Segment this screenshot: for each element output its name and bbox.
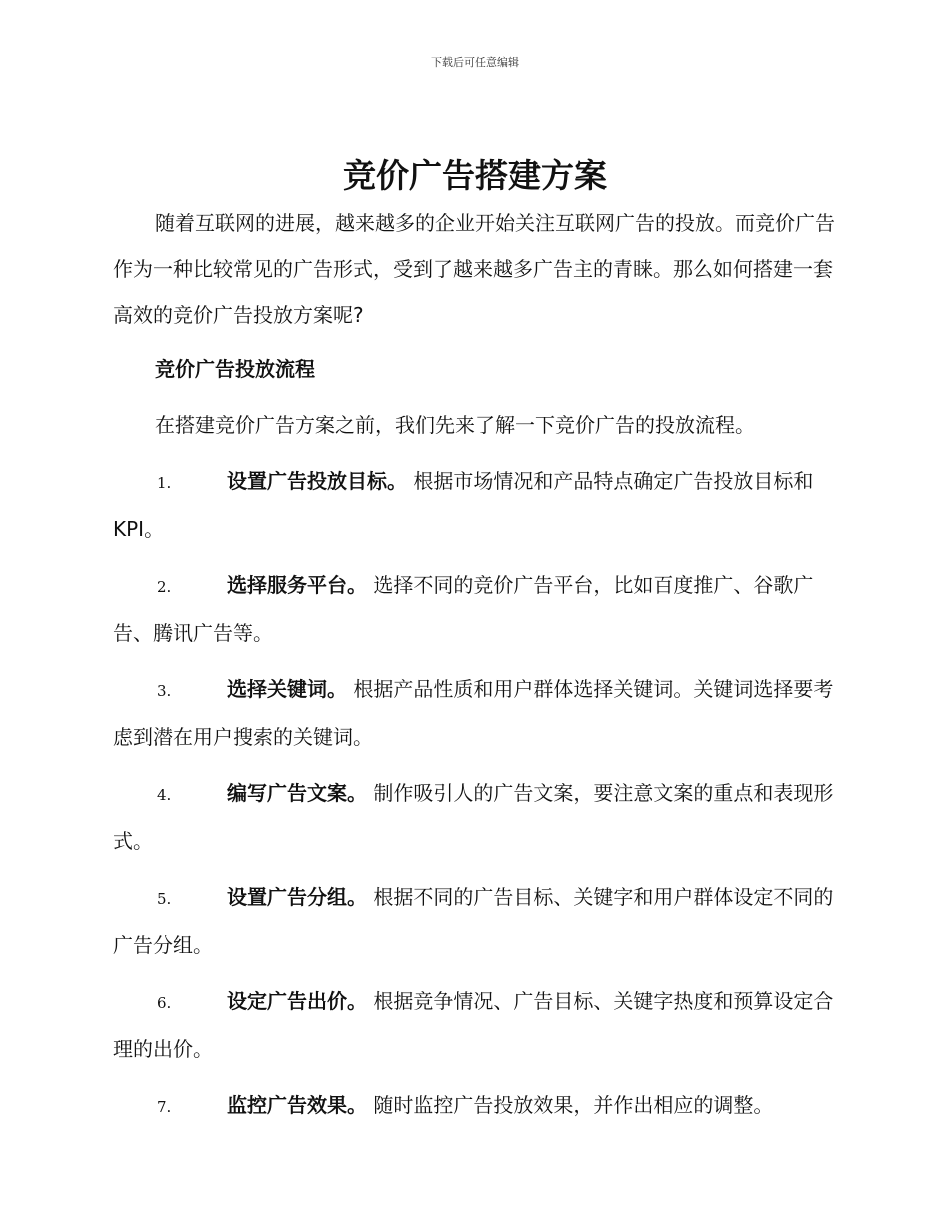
list-item-lead: 设置广告投放目标。 — [227, 469, 407, 493]
list-item-number: 3. — [157, 682, 172, 700]
list-item — [113, 770, 841, 864]
list-item-text: 根据竞争情况、广告目标、关键字热度和预算设定合理的出价。 — [113, 989, 834, 1061]
intro-paragraph: 随着互联网的进展，越来越多的企业开始关注互联网广告的投放。而竞价广告作为一种比较常见的广告形式，受到了越来越多广告主的青睐。那么如何搭建一套高效的竞价广告投放方案呢? — [113, 211, 835, 327]
list-item-number: 2. — [157, 578, 172, 596]
list-item-text: 选择不同的竞价广告平台，比如百度推广、谷歌广告、腾讯广告等。 — [113, 573, 814, 645]
list-item-lead: 设置广告分组。 — [227, 885, 367, 909]
list-item — [113, 874, 841, 968]
list-item — [113, 666, 841, 760]
list-item-text: 根据市场情况和产品特点确定广告投放目标和 KPI。 — [113, 469, 814, 541]
list-item — [113, 978, 841, 1072]
page-header-note: 下载后可任意编辑 — [431, 56, 519, 69]
list-item-text: 随时监控广告投放效果，并作出相应的调整。 — [373, 1093, 774, 1117]
section-intro: 在搭建竞价广告方案之前，我们先来了解一下竞价广告的投放流程。 — [155, 413, 755, 437]
list-item — [113, 562, 841, 656]
list-item-number: 4. — [157, 786, 172, 804]
list-item-number: 1. — [157, 474, 172, 492]
list-item-number: 7. — [157, 1098, 172, 1116]
list-item-number: 5. — [157, 890, 172, 908]
list-item-number: 6. — [157, 994, 172, 1012]
list-item — [113, 458, 841, 552]
list-item-text: 根据不同的广告目标、关键字和用户群体设定不同的广告分组。 — [113, 885, 834, 957]
list-item-lead: 编写广告文案。 — [227, 781, 367, 805]
list-item-text: 制作吸引人的广告文案，要注意文案的重点和表现形式。 — [113, 781, 834, 853]
document-title: 竞价广告搭建方案 — [343, 156, 607, 195]
section-heading: 竞价广告投放流程 — [155, 357, 315, 381]
list-item — [113, 1082, 841, 1130]
list-item-lead: 选择关键词。 — [227, 677, 347, 701]
list-item-text: 根据产品性质和用户群体选择关键词。关键词选择要考虑到潜在用户搜索的关键词。 — [113, 677, 834, 749]
list-item-lead: 设定广告出价。 — [227, 989, 367, 1013]
list-item-lead: 选择服务平台。 — [227, 573, 367, 597]
document-body — [113, 200, 841, 1130]
list-item-lead: 监控广告效果。 — [227, 1093, 367, 1117]
